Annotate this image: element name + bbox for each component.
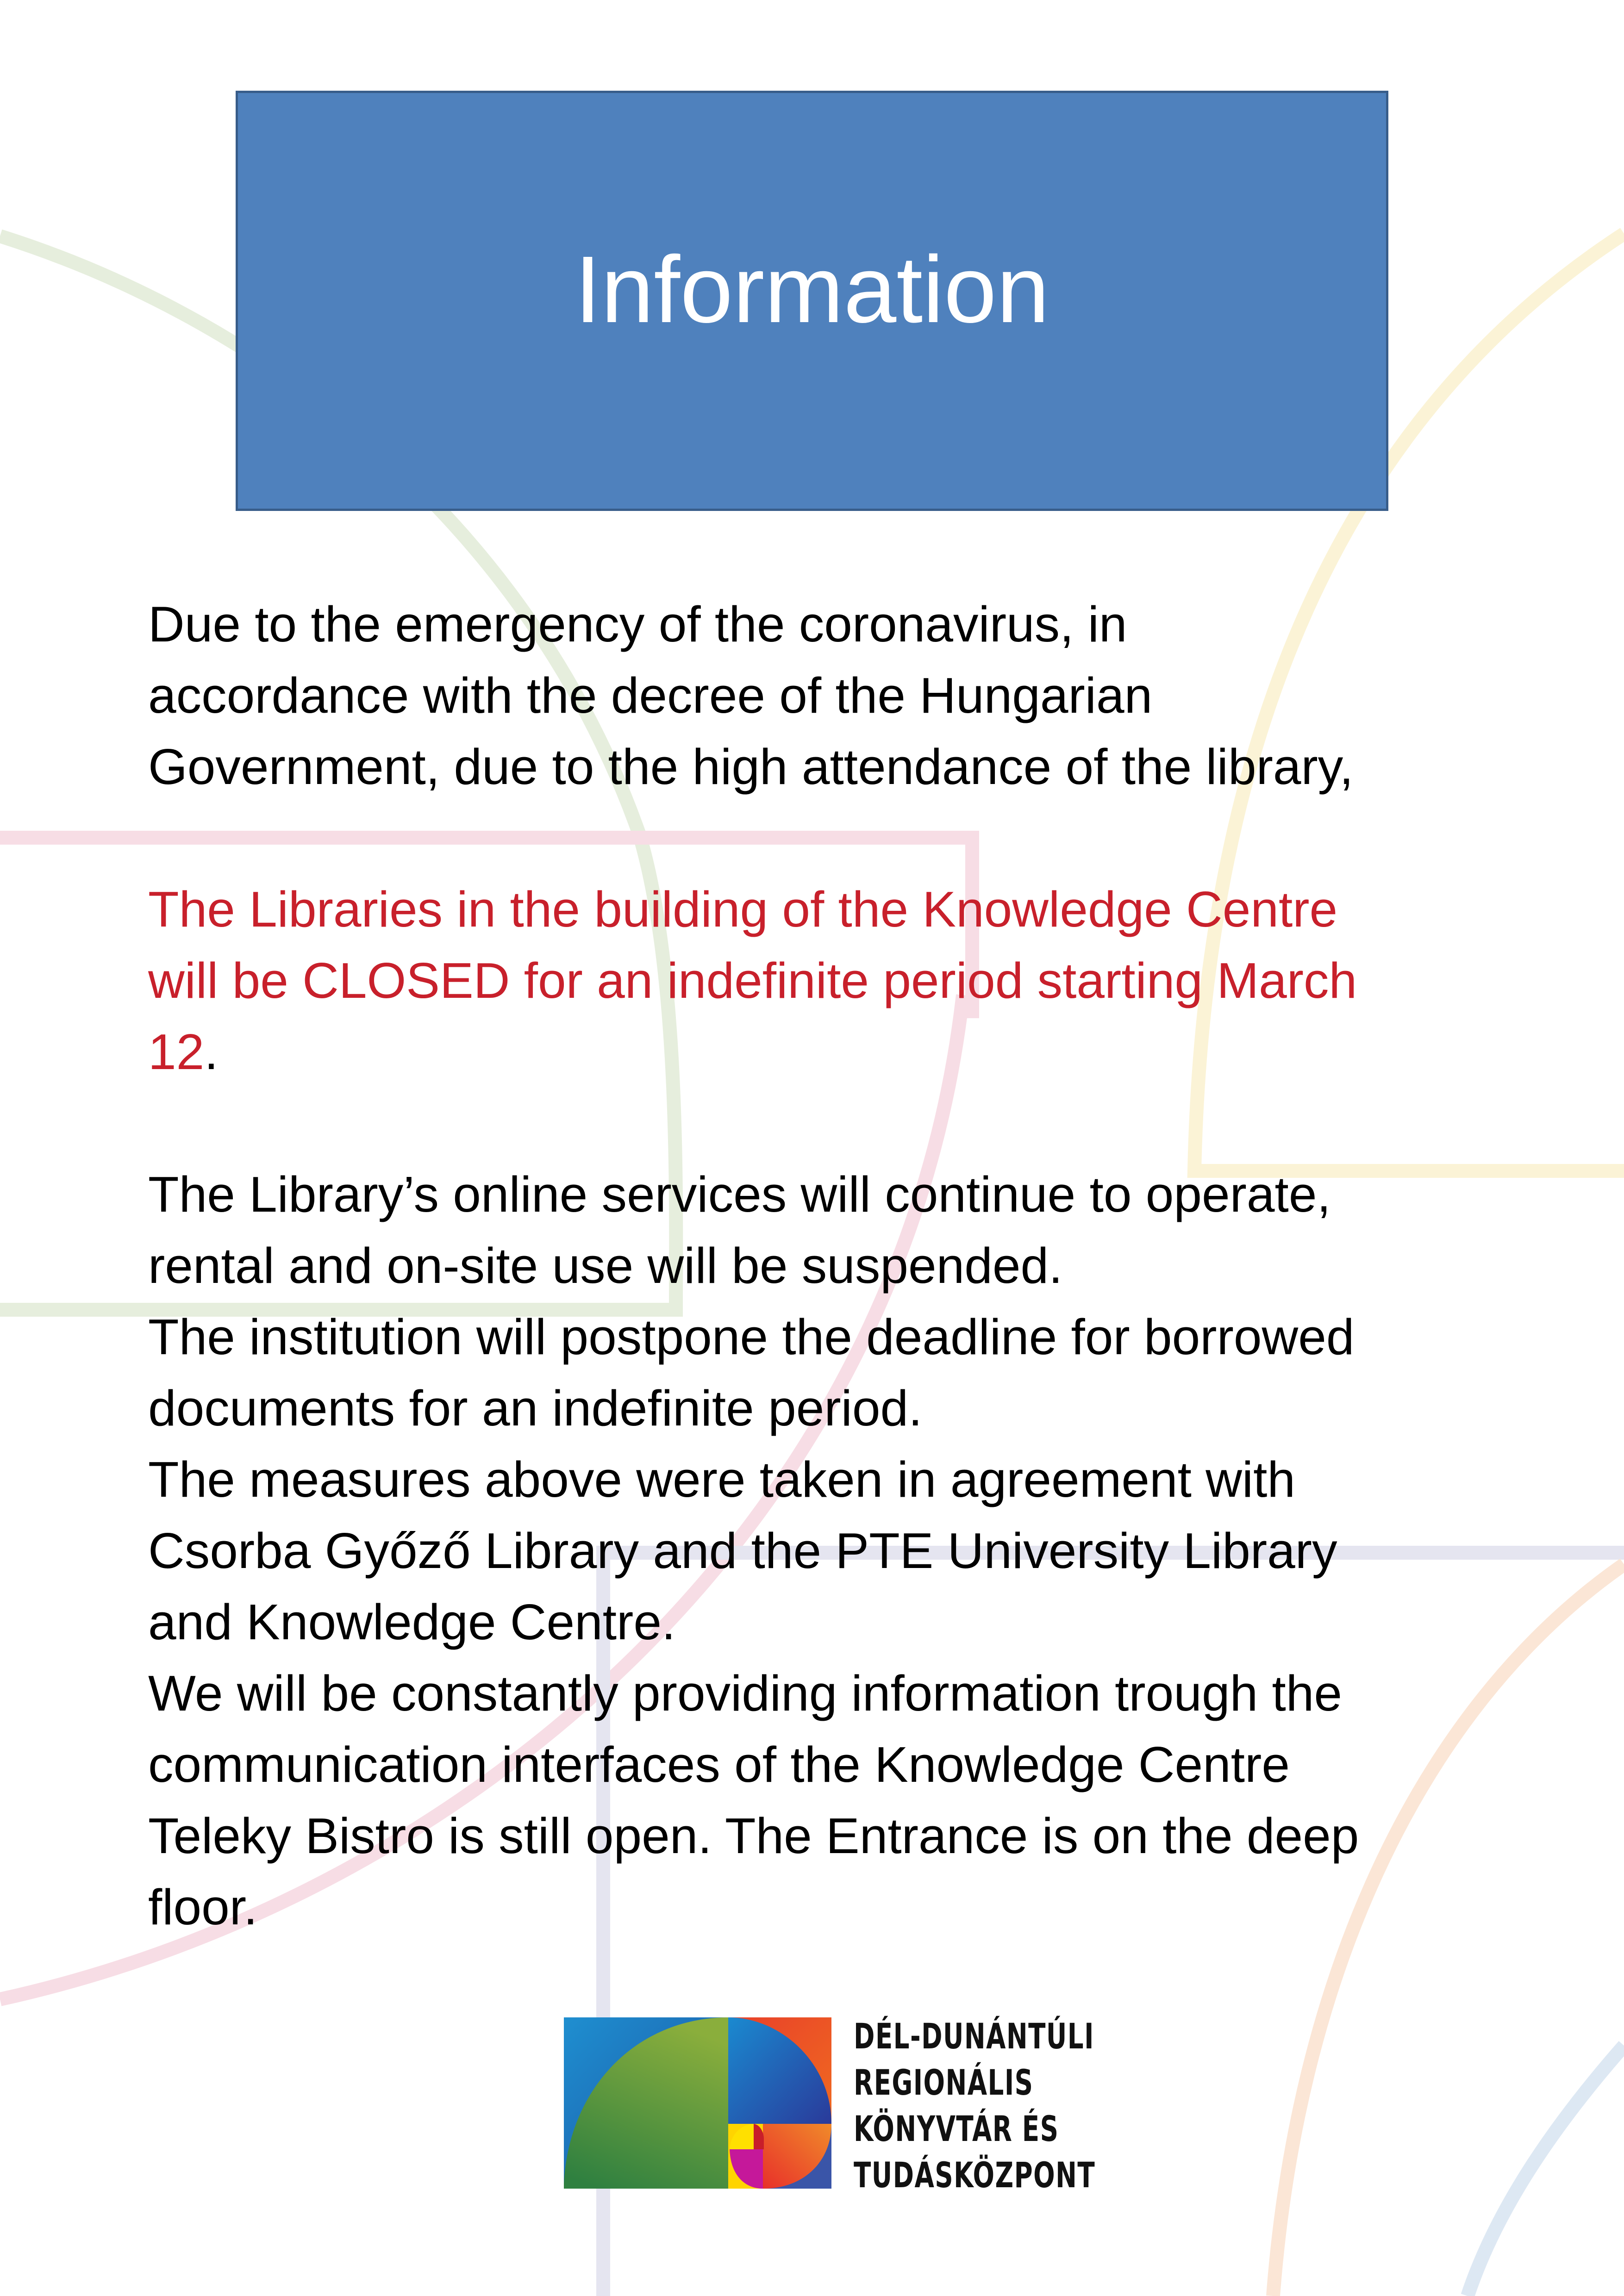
detail-line: floor. (148, 1879, 258, 1935)
detail-line: We will be constantly providing information trough the (148, 1665, 1343, 1722)
library-logo-icon (564, 2017, 831, 2189)
intro-line: Government, due to the high attendance of the library, (148, 739, 1354, 795)
detail-line: Teleky Bistro is still open. The Entrance is on the deep (148, 1808, 1359, 1864)
intro-line: accordance with the decree of the Hungarian (148, 667, 1153, 724)
blue-arc-decoration (1468, 2046, 1624, 2296)
page-title: Information (575, 236, 1049, 342)
title-banner (236, 91, 1388, 511)
detail-line: communication interfaces of the Knowledge Centre (148, 1736, 1290, 1793)
detail-line: The measures above were taken in agreement with (148, 1451, 1296, 1508)
library-logo-text (854, 2013, 1095, 2198)
detail-line: Csorba Győző Library and the PTE University Library (148, 1523, 1337, 1579)
detail-line: The Library’s online services will continue to operate, (148, 1166, 1331, 1223)
intro-line: Due to the emergency of the coronavirus, in (148, 596, 1127, 653)
spacer (148, 1088, 1491, 1159)
logo-line: KÖNYVTÁR ÉS (854, 2108, 1059, 2149)
logo-line: DÉL-DUNÁNTÚLI (854, 2016, 1094, 2057)
closure-date: 12 (148, 1024, 205, 1080)
detail-line: The institution will postpone the deadline for borrowed (148, 1309, 1355, 1365)
detail-line: and Knowledge Centre. (148, 1594, 676, 1650)
logo-line: REGIONÁLIS (854, 2062, 1034, 2103)
spacer (148, 803, 1491, 874)
closure-period: . (204, 1024, 219, 1080)
detail-line: rental and on-site use will be suspended. (148, 1238, 1063, 1294)
closure-notice-line: will be CLOSED for an indefinite period starting March (148, 952, 1357, 1009)
closure-notice-line (148, 1016, 1491, 1088)
notice-body (148, 589, 1491, 1943)
closure-notice-line: The Libraries in the building of the Knowledge Centre (148, 881, 1338, 938)
detail-line: documents for an indefinite period. (148, 1380, 923, 1437)
logo-line: TUDÁSKÖZPONT (854, 2154, 1096, 2196)
